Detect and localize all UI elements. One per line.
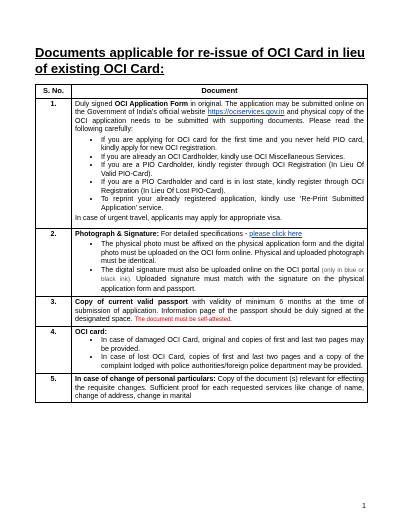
- row-number: 5.: [36, 374, 72, 403]
- text: Duly signed: [75, 99, 115, 108]
- list-item: • If you are a PIO Cardholder and card is in lost state, kindly register through OCI Registration (In Lieu Of Lost PIO-Card).: [101, 178, 364, 195]
- table-row: [36, 98, 368, 228]
- ink-note: (only in blue or black ink).: [101, 266, 364, 283]
- text: in original. The application may be submitted online on the Government of India's official website: [75, 99, 364, 116]
- text: The digital signature must also be uploaded online on the OCI portal: [101, 265, 322, 274]
- oci-services-link[interactable]: https://ociservices.gov.in: [207, 108, 285, 116]
- row-document: [72, 228, 368, 297]
- list-item: • If you are a PIO Cardholder, kindly register through OCI Registration (In Lieu Of Valid PIO-Card).: [101, 161, 364, 178]
- list-item: • The physical photo must be affixed on the physical application form and the digital photo must be uploaded on the OCI form online. Physical and uploaded photograph must be identical.: [101, 240, 364, 266]
- row-number: 4.: [36, 326, 72, 374]
- paragraph: [75, 298, 364, 325]
- text: with validity of minimum 6 months at the time of submission of application. Information page of the passport should be duly signed at the designated space.: [75, 298, 364, 323]
- page-title: Documents applicable for re-issue of OCI Card in lieu of existing OCI Card:: [35, 45, 365, 76]
- row-number: 1.: [36, 98, 72, 228]
- paragraph: [75, 375, 364, 401]
- text: Uploaded signature must match with the signature on the physical application form and passport.: [101, 275, 364, 293]
- bold-text: In case of change of personal particulars:: [75, 375, 216, 383]
- table-header-row: [36, 85, 368, 99]
- table-row: [36, 297, 368, 327]
- bold-text: Copy of current valid passport: [75, 298, 188, 306]
- row-document: [72, 297, 368, 327]
- column-header-sno: S. No.: [36, 85, 72, 99]
- text: Copy of the document (s) relevant for effecting the requisite changes. Sufficient proof for each requested services like change of name, change of address, change in marital: [75, 375, 364, 400]
- column-header-document: Document: [72, 85, 368, 99]
- row-document: [72, 326, 368, 374]
- bold-text: Photograph & Signature:: [75, 229, 159, 238]
- list-item: • To reprint your already registered application, kindly use 'Re-Print Submitted Application' service.: [101, 195, 364, 212]
- list-item: [101, 266, 364, 294]
- list-item: • In case of lost OCI Card, copies of first and last two pages and a copy of the complaint lodged with police authorities/foreign police department may be provided.: [101, 353, 364, 370]
- paragraph: [75, 230, 364, 239]
- row-number: 3.: [36, 297, 72, 327]
- specifications-link[interactable]: please click here: [249, 229, 303, 238]
- bold-text: OCI card:: [75, 327, 107, 336]
- row-number: 2.: [36, 228, 72, 297]
- table-row: [36, 326, 368, 374]
- page-number: 1: [362, 503, 366, 510]
- paragraph: [75, 328, 364, 337]
- bullet-list: [75, 136, 364, 213]
- table-row: [36, 228, 368, 297]
- documents-table: [35, 84, 368, 403]
- row-document: [72, 374, 368, 403]
- paragraph: In case of urgent travel, applicants may apply for appropriate visa.: [75, 214, 283, 222]
- bullet-list: [75, 336, 364, 370]
- text: and physical copy of the OCI application needs to be submitted with supporting documents. Please read the following carefully:: [75, 108, 364, 133]
- table-row: [36, 374, 368, 403]
- list-item: • In case of damaged OCI Card, original and copies of first and last two pages may be provided.: [101, 336, 364, 353]
- list-item: • If you are applying for OCI card for the first time and you never held PIO card, kindly apply for new OCI registration.: [101, 136, 364, 153]
- self-attested-note: The document must be self-attested.: [134, 317, 232, 323]
- bold-text: OCI Application Form: [114, 99, 189, 108]
- list-item: • If you are already an OCI Cardholder, kindly use OCI Miscellaneous Services.: [101, 153, 364, 162]
- row-document: [72, 98, 368, 228]
- bullet-list: [75, 240, 364, 293]
- paragraph: [75, 100, 364, 134]
- text: For detailed specifications -: [158, 229, 250, 238]
